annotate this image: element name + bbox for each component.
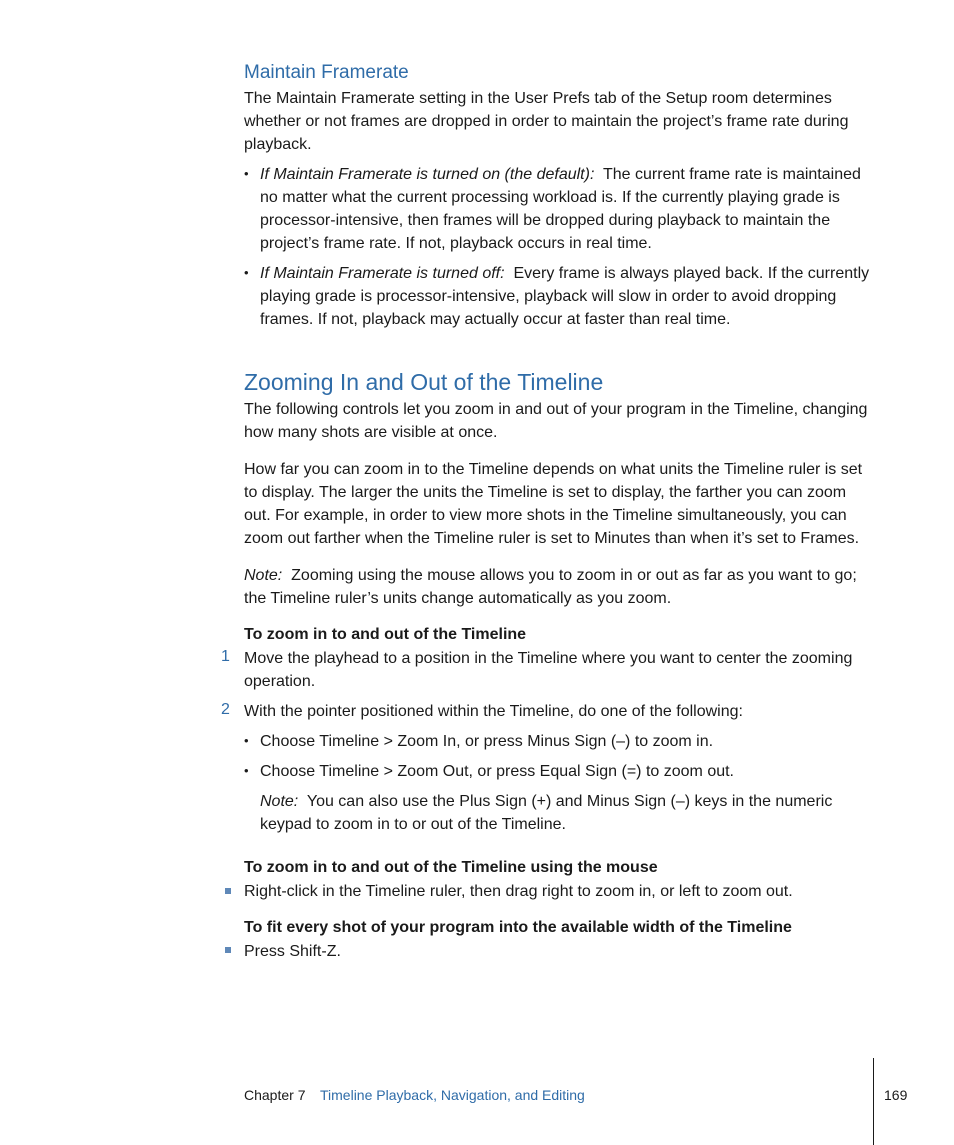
square-bullet-icon (225, 888, 231, 894)
note-1-text: Zooming using the mouse allows you to zoom in or out as far as you want to go; the Timeline ruler’s units change automatically as you zoom. (244, 567, 857, 607)
note-2-label: Note: (260, 793, 299, 810)
bullet-dot: • (244, 763, 249, 778)
task-mouse-item: Right-click in the Timeline ruler, then drag right to zoom in, or left to zoom out. (244, 883, 793, 900)
bullet-lead-off: If Maintain Framerate is turned off: (260, 265, 505, 282)
task-title-fit: To fit every shot of your program into the available width of the Timeline (244, 919, 792, 936)
footer-chapter: Chapter 7 (244, 1087, 306, 1103)
bullet-text-on: The current frame rate is maintained no matter what the current processing workload is. If the currently playing grade is processor-intensive, then frames will be dropped during playback to maintain the project’s frame rate. If not, playback occurs in real time. (260, 166, 861, 252)
bullet-lead-on: If Maintain Framerate is turned on (the default): (260, 166, 595, 183)
task-title-mouse: To zoom in to and out of the Timeline using the mouse (244, 859, 658, 876)
page-number: 169 (884, 1087, 908, 1103)
sub-bullet-zoom-in: Choose Timeline > Zoom In, or press Minus Sign (–) to zoom in. (260, 733, 714, 750)
bullet-dot: • (244, 166, 249, 181)
step-number-1: 1 (221, 648, 230, 665)
step-2-text: With the pointer positioned within the Timeline, do one of the following: (244, 703, 743, 720)
task-fit-item: Press Shift-Z. (244, 943, 341, 960)
note-1 (244, 564, 876, 610)
zooming-paragraph-1: The following controls let you zoom in and out of your program in the Timeline, changing how many shots are visible at once. (244, 401, 868, 441)
bullet-dot: • (244, 733, 249, 748)
step-1-text: Move the playhead to a position in the Timeline where you want to center the zooming operation. (244, 650, 853, 690)
note-1-label: Note: (244, 567, 283, 584)
step-number-2: 2 (221, 701, 230, 718)
maintain-framerate-paragraph: The Maintain Framerate setting in the User Prefs tab of the Setup room determines whether or not frames are dropped in order to maintain the project’s frame rate during playback. (244, 90, 849, 153)
footer-chapter-title: Timeline Playback, Navigation, and Editing (320, 1087, 585, 1103)
task-title-zoom: To zoom in to and out of the Timeline (244, 626, 527, 643)
note-2 (260, 790, 876, 836)
footer-divider (873, 1058, 874, 1145)
bullet-text-off: Every frame is always played back. If the currently playing grade is processor-intensive, playback will slow in order to avoid dropping frames. If not, playback may actually occur at faster than real time. (260, 265, 870, 328)
note-2-text: You can also use the Plus Sign (+) and Minus Sign (–) keys in the numeric keypad to zoom in to or out of the Timeline. (260, 793, 833, 833)
section-heading-zooming: Zooming In and Out of the Timeline (244, 369, 604, 395)
zooming-paragraph-2: How far you can zoom in to the Timeline depends on what units the Timeline ruler is set to display. The larger the units the Timeline is set to display, the farther you can zoom out. For example, in order to view more shots in the Timeline simultaneously, you can zoom out farther when the Timeline ruler is set to Minutes than when it’s set to Frames. (244, 461, 863, 547)
bullet-dot: • (244, 265, 249, 280)
sub-bullet-zoom-out: Choose Timeline > Zoom Out, or press Equal Sign (=) to zoom out. (260, 763, 734, 780)
section-heading-maintain-framerate: Maintain Framerate (244, 62, 409, 83)
bullet-item-on (260, 163, 876, 255)
square-bullet-icon (225, 947, 231, 953)
bullet-item-off (260, 262, 876, 331)
